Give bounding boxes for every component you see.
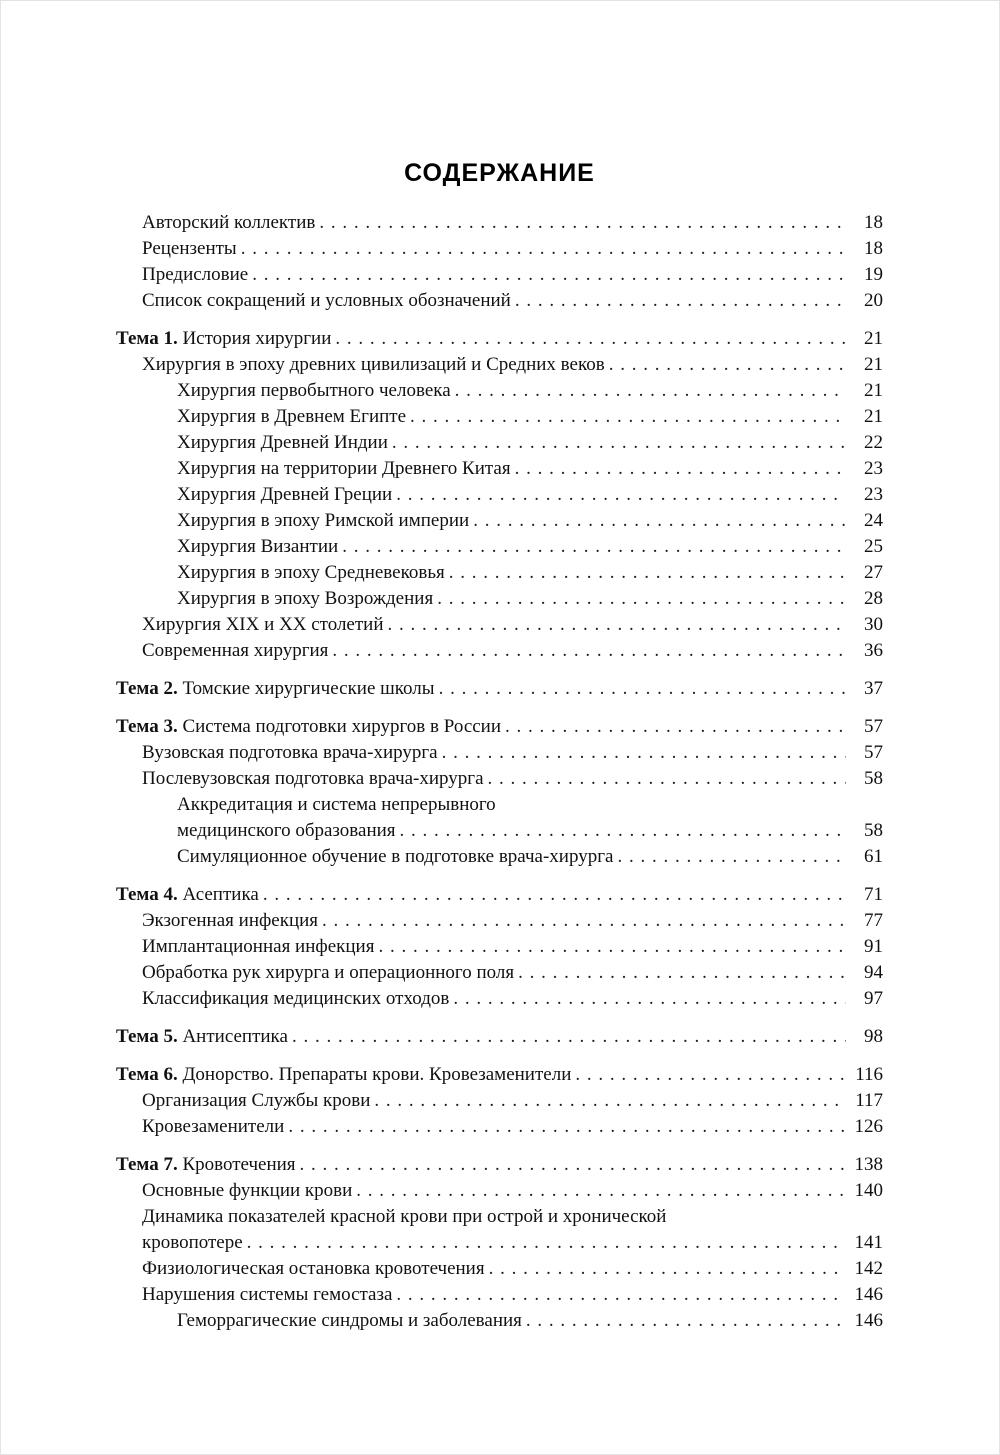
toc-entry bbox=[142, 352, 883, 378]
dot-leader bbox=[374, 1088, 846, 1114]
dot-leader bbox=[515, 288, 846, 314]
toc-entry-text: Имплантационная инфекция bbox=[142, 936, 375, 957]
toc-page-number: 18 bbox=[864, 212, 883, 233]
dot-leader bbox=[252, 262, 846, 288]
toc-entry-text: Экзогенная инфекция bbox=[142, 910, 319, 931]
toc-page-number: 142 bbox=[854, 1258, 883, 1279]
dot-leader bbox=[342, 534, 846, 560]
toc-entry bbox=[177, 844, 883, 870]
toc-page-number: 21 bbox=[864, 406, 883, 427]
toc-chapter-entry bbox=[116, 1024, 883, 1050]
dot-leader bbox=[396, 482, 846, 508]
toc-page-number: 58 bbox=[864, 768, 883, 789]
toc-chapter-entry bbox=[116, 676, 883, 702]
page-title: СОДЕРЖАНИЕ bbox=[404, 159, 595, 187]
dot-leader bbox=[400, 818, 846, 844]
toc-entry-text: Вузовская подготовка врача-хирурга bbox=[142, 742, 438, 763]
toc-entry-text: Симуляционное обучение в подготовке врача-хирурга bbox=[177, 846, 614, 867]
dot-leader bbox=[442, 740, 846, 766]
toc-entry-text: Тема 5. Антисептика bbox=[116, 1026, 288, 1047]
dot-leader bbox=[609, 352, 846, 378]
toc-content bbox=[116, 159, 883, 1334]
dot-leader bbox=[473, 508, 846, 534]
toc-page-number: 138 bbox=[854, 1154, 883, 1175]
toc-entry bbox=[142, 986, 883, 1012]
toc-entry bbox=[177, 430, 883, 456]
dot-leader bbox=[489, 1256, 846, 1282]
dot-leader bbox=[247, 1230, 846, 1256]
dot-leader bbox=[319, 210, 846, 236]
toc-entry bbox=[142, 908, 883, 934]
toc-entry-text: Аккредитация и система непрерывного bbox=[177, 794, 496, 815]
toc-entry-text: Послевузовская подготовка врача-хирурга bbox=[142, 768, 484, 789]
toc-page-number: 30 bbox=[864, 614, 883, 635]
dot-leader bbox=[437, 586, 846, 612]
toc-entry bbox=[177, 560, 883, 586]
dot-leader bbox=[453, 986, 846, 1012]
dot-leader bbox=[300, 1152, 846, 1178]
toc-page-number: 57 bbox=[864, 742, 883, 763]
dot-leader bbox=[396, 1282, 846, 1308]
toc-entry-prefix: Тема 6. bbox=[116, 1064, 183, 1085]
dot-leader bbox=[526, 1308, 846, 1334]
dot-leader bbox=[617, 844, 846, 870]
toc-page-number: 23 bbox=[864, 484, 883, 505]
toc-page-number: 27 bbox=[864, 562, 883, 583]
toc-entry-prefix: Тема 3. bbox=[116, 716, 183, 737]
toc-chapter-entry bbox=[116, 1062, 883, 1088]
toc-entry-text: Тема 1. История хирургии bbox=[116, 328, 332, 349]
dot-leader bbox=[288, 1114, 846, 1140]
dot-leader bbox=[263, 882, 846, 908]
dot-leader bbox=[241, 236, 846, 262]
toc-entry bbox=[142, 960, 883, 986]
toc-entry-text: Хирургия Византии bbox=[177, 536, 339, 557]
toc-entry-text: Хирургия первобытного человека bbox=[177, 380, 451, 401]
toc-page-number: 61 bbox=[864, 846, 883, 867]
toc-entry-text: Авторский коллектив bbox=[142, 212, 316, 233]
dot-leader bbox=[322, 908, 846, 934]
dot-leader bbox=[410, 404, 846, 430]
toc-entry-text: Хирургия XIX и XX столетий bbox=[142, 614, 384, 635]
toc-entry-text: Основные функции крови bbox=[142, 1180, 353, 1201]
toc-page-number: 25 bbox=[864, 536, 883, 557]
toc-entry-text: Тема 6. Донорство. Препараты крови. Кровезаменители bbox=[116, 1064, 572, 1085]
dot-leader bbox=[392, 430, 846, 456]
toc-entry bbox=[177, 534, 883, 560]
toc-entry-list bbox=[116, 210, 883, 1334]
dot-leader bbox=[515, 456, 846, 482]
toc-page-number: 117 bbox=[855, 1090, 883, 1111]
toc-chapter-entry bbox=[116, 714, 883, 740]
toc-page-number: 18 bbox=[864, 238, 883, 259]
toc-page-number: 126 bbox=[854, 1116, 883, 1137]
toc-entry-text: Список сокращений и условных обозначений bbox=[142, 290, 511, 311]
toc-entry bbox=[177, 508, 883, 534]
toc-chapter-entry bbox=[116, 326, 883, 352]
toc-entry-text: Хирургия Древней Греции bbox=[177, 484, 393, 505]
toc-entry-text: Хирургия в эпоху Возрождения bbox=[177, 588, 434, 609]
toc-entry bbox=[177, 1308, 883, 1334]
dot-leader bbox=[388, 612, 846, 638]
toc-entry bbox=[142, 1088, 883, 1114]
toc-entry-text: Классификация медицинских отходов bbox=[142, 988, 450, 1009]
dot-leader bbox=[575, 1062, 846, 1088]
toc-entry bbox=[177, 456, 883, 482]
toc-entry bbox=[142, 288, 883, 314]
toc-entry bbox=[142, 612, 883, 638]
toc-entry bbox=[142, 236, 883, 262]
toc-entry bbox=[142, 638, 883, 664]
toc-entry bbox=[177, 792, 883, 844]
toc-chapter-entry bbox=[116, 882, 883, 908]
toc-page-number: 23 bbox=[864, 458, 883, 479]
toc-entry bbox=[142, 740, 883, 766]
toc-page-number: 19 bbox=[864, 264, 883, 285]
toc-entry-text: Хирургия в Древнем Египте bbox=[177, 406, 407, 427]
dot-leader bbox=[455, 378, 846, 404]
dot-leader bbox=[378, 934, 846, 960]
dot-leader bbox=[518, 960, 846, 986]
toc-page-number: 71 bbox=[864, 884, 883, 905]
toc-entry bbox=[142, 1178, 883, 1204]
toc-page-number: 98 bbox=[864, 1026, 883, 1047]
dot-leader bbox=[488, 766, 846, 792]
toc-entry-text: кровопотере bbox=[142, 1232, 243, 1253]
toc-entry bbox=[177, 378, 883, 404]
toc-entry-text: Тема 4. Асептика bbox=[116, 884, 259, 905]
toc-page-number: 94 bbox=[864, 962, 883, 983]
toc-entry-prefix: Тема 2. bbox=[116, 678, 183, 699]
toc-page-number: 140 bbox=[854, 1180, 883, 1201]
toc-entry-text: Тема 7. Кровотечения bbox=[116, 1154, 296, 1175]
toc-entry-text: Организация Службы крови bbox=[142, 1090, 371, 1111]
toc-page-number: 116 bbox=[855, 1064, 883, 1085]
toc-entry bbox=[142, 1256, 883, 1282]
toc-page-number: 22 bbox=[864, 432, 883, 453]
dot-leader bbox=[335, 326, 846, 352]
toc-entry-text: Динамика показателей красной крови при острой и хронической bbox=[142, 1206, 667, 1227]
toc-page-number: 21 bbox=[864, 328, 883, 349]
toc-entry-text: Геморрагические синдромы и заболевания bbox=[177, 1310, 522, 1331]
toc-page-number: 77 bbox=[864, 910, 883, 931]
toc-page-number: 21 bbox=[864, 354, 883, 375]
toc-page-number: 97 bbox=[864, 988, 883, 1009]
toc-page-number: 91 bbox=[864, 936, 883, 957]
toc-entry bbox=[142, 766, 883, 792]
dot-leader bbox=[439, 676, 846, 702]
toc-entry bbox=[142, 262, 883, 288]
toc-entry-text: Хирургия в эпоху Средневековья bbox=[177, 562, 445, 583]
toc-entry-prefix: Тема 4. bbox=[116, 884, 183, 905]
toc-page-number: 57 bbox=[864, 716, 883, 737]
toc-page-number: 37 bbox=[864, 678, 883, 699]
toc-entry-text: Тема 2. Томские хирургические школы bbox=[116, 678, 435, 699]
toc-entry-prefix: Тема 7. bbox=[116, 1154, 183, 1175]
toc-entry bbox=[142, 1282, 883, 1308]
toc-entry-prefix: Тема 1. bbox=[116, 328, 183, 349]
toc-page-number: 21 bbox=[864, 380, 883, 401]
toc-entry bbox=[177, 586, 883, 612]
toc-entry bbox=[177, 404, 883, 430]
toc-entry bbox=[177, 482, 883, 508]
toc-entry bbox=[142, 1114, 883, 1140]
toc-page-number: 141 bbox=[854, 1232, 883, 1253]
toc-page-number: 28 bbox=[864, 588, 883, 609]
toc-entry-text: Хирургия в эпоху Римской империи bbox=[177, 510, 470, 531]
toc-entry-text: Хирургия на территории Древнего Китая bbox=[177, 458, 511, 479]
toc-entry-text: Современная хирургия bbox=[142, 640, 329, 661]
toc-entry-text: медицинского образования bbox=[177, 820, 396, 841]
toc-page-number: 20 bbox=[864, 290, 883, 311]
toc-page-number: 36 bbox=[864, 640, 883, 661]
dot-leader bbox=[332, 638, 846, 664]
toc-entry-text: Кровезаменители bbox=[142, 1116, 285, 1137]
toc-entry-text: Обработка рук хирурга и операционного поля bbox=[142, 962, 515, 983]
toc-entry-text: Нарушения системы гемостаза bbox=[142, 1284, 393, 1305]
toc-page-number: 24 bbox=[864, 510, 883, 531]
toc-entry bbox=[142, 1204, 883, 1256]
toc-entry bbox=[142, 210, 883, 236]
toc-entry-text: Рецензенты bbox=[142, 238, 237, 259]
dot-leader bbox=[505, 714, 846, 740]
dot-leader bbox=[356, 1178, 846, 1204]
toc-entry-text: Физиологическая остановка кровотечения bbox=[142, 1258, 485, 1279]
toc-entry-text: Тема 3. Система подготовки хирургов в России bbox=[116, 716, 502, 737]
toc-entry-prefix: Тема 5. bbox=[116, 1026, 183, 1047]
dot-leader bbox=[292, 1024, 846, 1050]
dot-leader bbox=[449, 560, 846, 586]
toc-entry-text: Хирургия Древней Индии bbox=[177, 432, 388, 453]
toc-chapter-entry bbox=[116, 1152, 883, 1178]
toc-page-number: 146 bbox=[854, 1284, 883, 1305]
toc-entry-text: Предисловие bbox=[142, 264, 249, 285]
toc-page-number: 146 bbox=[854, 1310, 883, 1331]
toc-entry bbox=[142, 934, 883, 960]
toc-page-number: 58 bbox=[864, 820, 883, 841]
toc-entry-text: Хирургия в эпоху древних цивилизаций и Средних веков bbox=[142, 354, 605, 375]
